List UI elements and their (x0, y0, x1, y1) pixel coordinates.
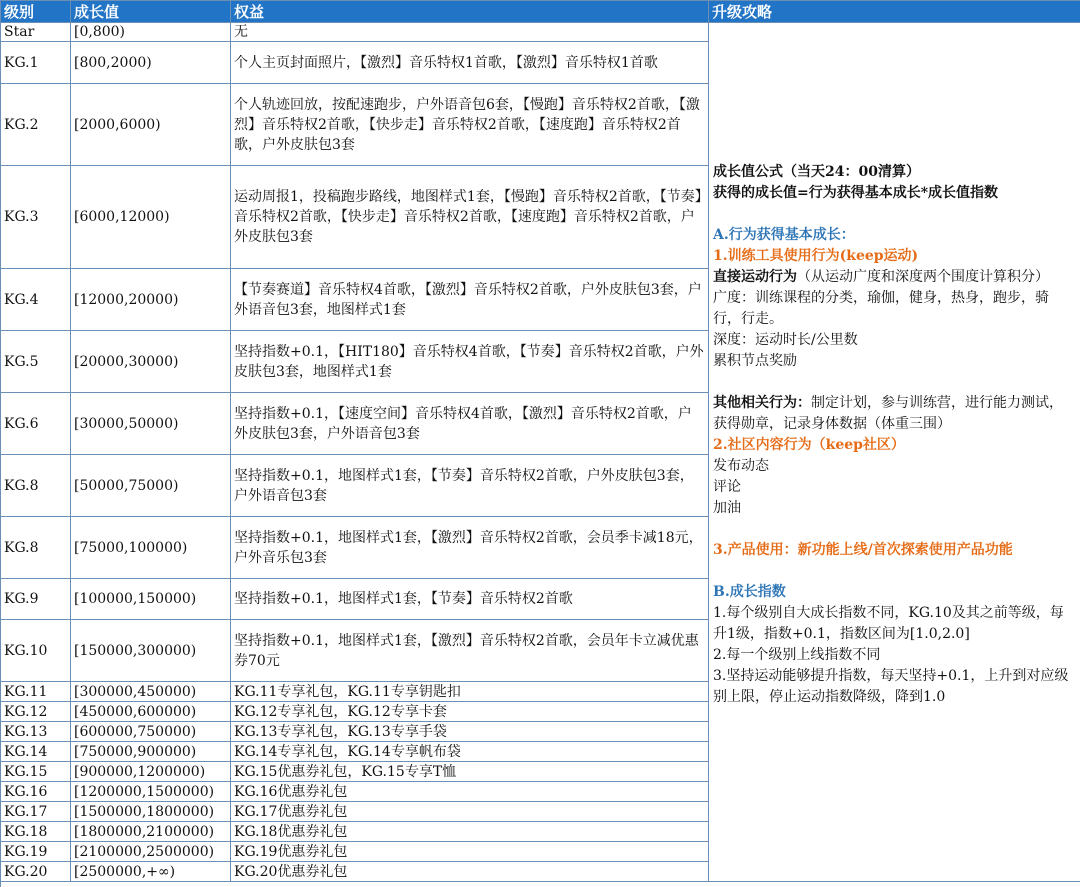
cell-range: [100000,150000) (71, 579, 231, 620)
cell-level: KG.18 (1, 822, 71, 842)
cell-benefit: KG.16优惠券礼包 (231, 782, 709, 802)
section-a1-title: 1.训练工具使用行为(keep运动) (713, 248, 919, 264)
post-text: 发布动态 (713, 458, 769, 474)
cell-range: [0,800) (71, 23, 231, 42)
cell-level: KG.3 (1, 166, 71, 269)
cell-range: [2000,6000) (71, 84, 231, 166)
cell-level: KG.4 (1, 269, 71, 331)
cell-level: KG.8 (1, 517, 71, 579)
cell-benefit: 运动周报1，投稿跑步路线，地图样式1套，【慢跑】音乐特权2首歌，【节奏】音乐特权2首歌，【快步走】音乐特权2首歌，【速度跑】音乐特权2首歌，户外皮肤包3套 (231, 166, 709, 269)
cell-level: KG.12 (1, 702, 71, 722)
cell-range: [20000,30000) (71, 331, 231, 393)
cell-range: [800,2000) (71, 42, 231, 84)
cell-range: [450000,600000) (71, 702, 231, 722)
cell-benefit: KG.15优惠券礼包，KG.15专享T恤 (231, 762, 709, 782)
formula-text: 获得的成长值=行为获得基本成长*成长值指数 (713, 185, 999, 201)
cell-benefit: 坚持指数+0.1，【速度空间】音乐特权4首歌，【激烈】音乐特权2首歌，户外皮肤包3套，户外语音包3套 (231, 393, 709, 455)
cell-level: KG.19 (1, 842, 71, 862)
header-strategy: 升级攻略 (709, 1, 1080, 23)
header-growth-value: 成长值 (71, 1, 231, 23)
cell-benefit: 【节奏赛道】音乐特权4首歌，【激烈】音乐特权2首歌，户外皮肤包3套，户外语音包3套，地图样式1套 (231, 269, 709, 331)
cell-benefit: KG.17优惠券礼包 (231, 802, 709, 822)
cell-benefit: KG.19优惠券礼包 (231, 842, 709, 862)
cell-level: KG.5 (1, 331, 71, 393)
cell-level: KG.10 (1, 620, 71, 682)
cell-level: KG.15 (1, 762, 71, 782)
cell-range: [12000,20000) (71, 269, 231, 331)
cell-level: KG.1 (1, 42, 71, 84)
cell-benefit: 个人轨迹回放，按配速跑步，户外语音包6套，【慢跑】音乐特权2首歌，【激烈】音乐特权2首歌，【快步走】音乐特权2首歌，【速度跑】音乐特权2首歌，户外皮肤包3套 (231, 84, 709, 166)
cell-benefit: 坚持指数+0.1，地图样式1套，【节奏】音乐特权2首歌 (231, 579, 709, 620)
cell-benefit: 无 (231, 23, 709, 42)
cell-level: Star (1, 23, 71, 42)
cell-range: [1800000,2100000) (71, 822, 231, 842)
section-a-title: A.行为获得基本成长： (713, 227, 855, 243)
cell-level: KG.20 (1, 862, 71, 882)
cell-range: [2100000,2500000) (71, 842, 231, 862)
cell-benefit: 坚持指数+0.1，地图样式1套，【激烈】音乐特权2首歌，会员年卡立减优惠券70元 (231, 620, 709, 682)
direct-note: （从运动广度和深度两个围度计算积分） (797, 269, 1049, 285)
cell-range: [300000,450000) (71, 682, 231, 702)
cell-range: [75000,100000) (71, 517, 231, 579)
direct-exercise (713, 267, 1076, 288)
cheer-text: 加油 (713, 500, 741, 516)
section-b-title: B.成长指数 (713, 584, 786, 600)
depth-text: 深度：运动时长/公里数 (713, 332, 858, 348)
cell-benefit: 坚持指数+0.1，地图样式1套，【激烈】音乐特权2首歌，会员季卡减18元，户外音乐包3套 (231, 517, 709, 579)
cell-range: [600000,750000) (71, 722, 231, 742)
breadth-text: 广度：训练课程的分类，瑜伽，健身，热身，跑步，骑行，行走。 (713, 290, 1049, 327)
cell-benefit: KG.18优惠券礼包 (231, 822, 709, 842)
b2-text: 2.每一个级别上线指数不同 (713, 647, 881, 663)
cell-range: [900000,1200000) (71, 762, 231, 782)
cell-level: KG.8 (1, 455, 71, 517)
cell-level: KG.13 (1, 722, 71, 742)
cell-benefit: 坚持指数+0.1，地图样式1套，【节奏】音乐特权2首歌，户外皮肤包3套，户外语音包3套 (231, 455, 709, 517)
cell-benefit: KG.12专享礼包，KG.12专享卡套 (231, 702, 709, 722)
cell-level: KG.14 (1, 742, 71, 762)
cell-benefit: 个人主页封面照片，【激烈】音乐特权1首歌，【激烈】音乐特权1首歌 (231, 42, 709, 84)
cell-range: [50000,75000) (71, 455, 231, 517)
cell-level: KG.16 (1, 782, 71, 802)
cell-benefit: 坚持指数+0.1，【HIT180】音乐特权4首歌，【节奏】音乐特权2首歌，户外皮肤包3套，地图样式1套 (231, 331, 709, 393)
section-a2-title: 2.社区内容行为（keep社区） (713, 437, 905, 453)
comment-text: 评论 (713, 479, 741, 495)
b3-text: 3.坚持运动能够提升指数，每天坚持+0.1，上升到对应级别上限，停止运动指数降级，降到1.0 (713, 668, 1069, 705)
other-behavior (713, 393, 1076, 435)
cell-range: [30000,50000) (71, 393, 231, 455)
cell-benefit: KG.14专享礼包，KG.14专享帆布袋 (231, 742, 709, 762)
other-text: 制定计划，参与训练营，进行能力测试，获得勋章，记录身体数据（体重三围） (713, 395, 1063, 432)
strategy-panel (709, 23, 1080, 882)
header-benefits: 权益 (231, 1, 709, 23)
other-label: 其他相关行为： (713, 395, 811, 411)
cell-level: KG.11 (1, 682, 71, 702)
direct-label: 直接运动行为 (713, 269, 797, 285)
cell-range: [1200000,1500000) (71, 782, 231, 802)
cell-range: [6000,12000) (71, 166, 231, 269)
cell-range: [750000,900000) (71, 742, 231, 762)
cell-benefit: KG.20优惠券礼包 (231, 862, 709, 882)
cell-level: KG.6 (1, 393, 71, 455)
cell-range: [1500000,1800000) (71, 802, 231, 822)
header-level: 级别 (1, 1, 71, 23)
node-reward-text: 累积节点奖励 (713, 353, 797, 369)
cell-benefit: KG.13专享礼包，KG.13专享手袋 (231, 722, 709, 742)
b1-text: 1.每个级别自大成长指数不同，KG.10及其之前等级，每升1级，指数+0.1，指数区间为[1.0,2.0] (713, 605, 1064, 642)
cell-level: KG.9 (1, 579, 71, 620)
cell-range: [150000,300000) (71, 620, 231, 682)
section-a3-title: 3.产品使用：新功能上线/首次探索使用产品功能 (713, 542, 1013, 558)
cell-benefit: KG.11专享礼包，KG.11专享钥匙扣 (231, 682, 709, 702)
cell-level: KG.17 (1, 802, 71, 822)
formula-title: 成长值公式（当天24：00清算） (713, 164, 920, 180)
cell-range: [2500000,+∞) (71, 862, 231, 882)
cell-level: KG.2 (1, 84, 71, 166)
